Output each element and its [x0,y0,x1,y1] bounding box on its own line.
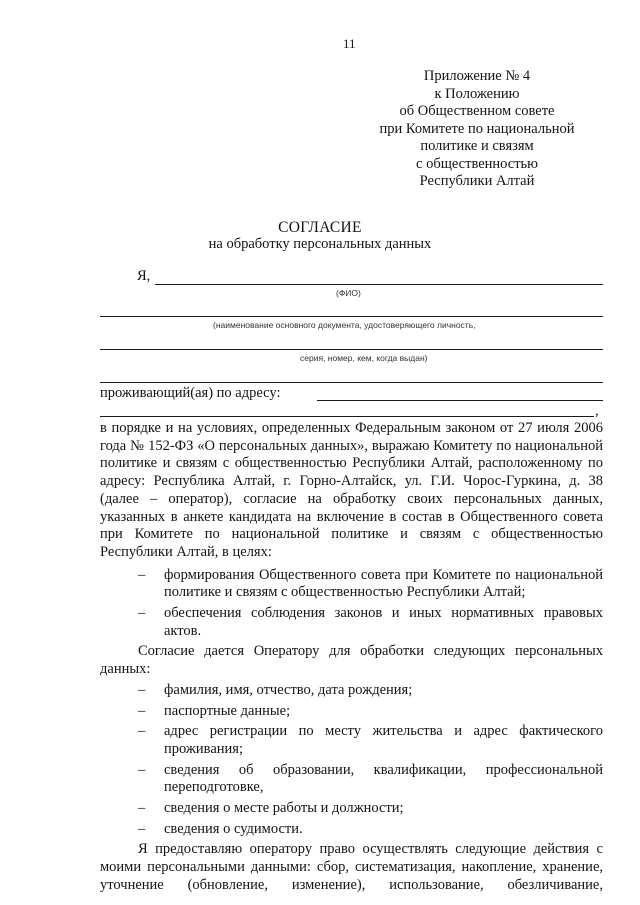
dash: – [138,681,146,698]
address-field-line-2[interactable] [100,416,594,417]
page-number: 11 [343,36,356,51]
purpose-text: формирования Общественного совета при Комитете по национальной политике и связям с общественностью Республики Алтай; [164,566,603,601]
address-comma: , [595,403,599,419]
dash: – [138,566,146,583]
appendix-line: с общественностью [416,155,538,172]
document-title: СОГЛАСИЕ [278,219,362,236]
data-item [100,703,603,721]
data-item [100,762,603,797]
address-label: проживающий(ая) по адресу: [100,385,281,401]
address-field-line[interactable] [317,400,603,401]
data-item-text: сведения о месте работы и должности; [164,800,404,817]
fio-field-line[interactable] [155,284,603,285]
data-item [100,723,603,758]
data-item [100,800,603,818]
intro-paragraph: в порядке и на условиях, определенных Федеральным законом от 27 июля 2006 года № 152-ФЗ «О персональных данных», выражаю Комитету по национальной политике и связям с общественностью Республики Алтай, расположенному по адресу: Республика Алтай, г. Горно-Алтайск, ул. Г.И. Чорос-Гуркина, д. 38 (далее – оператор), согласие на обработку своих персональных данных, указанных в анкете кандидата на включение в состав в Общественного совета при Комитете по национальной политике и связям с общественностью Республики Алтай, в целях: [100,420,603,560]
document-field-line[interactable] [100,316,603,317]
appendix-line: Приложение № 4 [423,68,531,84]
dash: – [138,723,146,740]
data-item-text: сведения об образовании, квалификации, профессиональной переподготовке, [164,761,603,796]
appendix-block [362,68,592,191]
document-caption: (наименование основного документа, удостоверяющего личность, [213,320,476,330]
dash: – [138,820,146,837]
consent-body [100,420,603,895]
data-item-text: сведения о судимости. [164,820,303,837]
purpose-item [100,605,603,640]
dash: – [138,800,146,817]
appendix-line: политике и связям [420,138,534,154]
extra-field-line[interactable] [100,382,603,383]
consent-intro-paragraph: Согласие дается Оператору для обработки следующих персональных данных: [100,643,603,678]
document-subtitle: на обработку персональных данных [208,236,432,252]
appendix-line: Республики Алтай [419,173,535,189]
series-caption: серия, номер, кем, когда выдан) [300,353,428,363]
purpose-text: обеспечения соблюдения законов и иных нормативных правовых актов. [164,605,603,639]
series-field-line[interactable] [100,349,603,350]
data-item-text: паспортные данные; [164,702,291,719]
data-item-text: адрес регистрации по месту жительства и адрес фактического проживания; [164,723,603,757]
i-label: Я, [137,268,151,284]
dash: – [138,605,146,622]
appendix-line: при Комитете по национальной [379,120,575,137]
data-item-text: фамилия, имя, отчество, дата рождения; [164,681,413,698]
purpose-item [100,567,603,602]
rights-paragraph: Я предоставляю оператору право осуществлять следующие действия с моими персональными данными: сбор, систематизация, накопление, хранение, уточнение (обновление, изменение), использование, обезличивание, [100,841,603,893]
data-item [100,682,603,700]
dash: – [138,702,146,719]
data-item [100,821,603,839]
fio-caption: (ФИО) [336,288,361,298]
appendix-line: об Общественном совете [399,103,555,119]
appendix-line: к Положению [434,85,520,102]
dash: – [138,761,146,778]
